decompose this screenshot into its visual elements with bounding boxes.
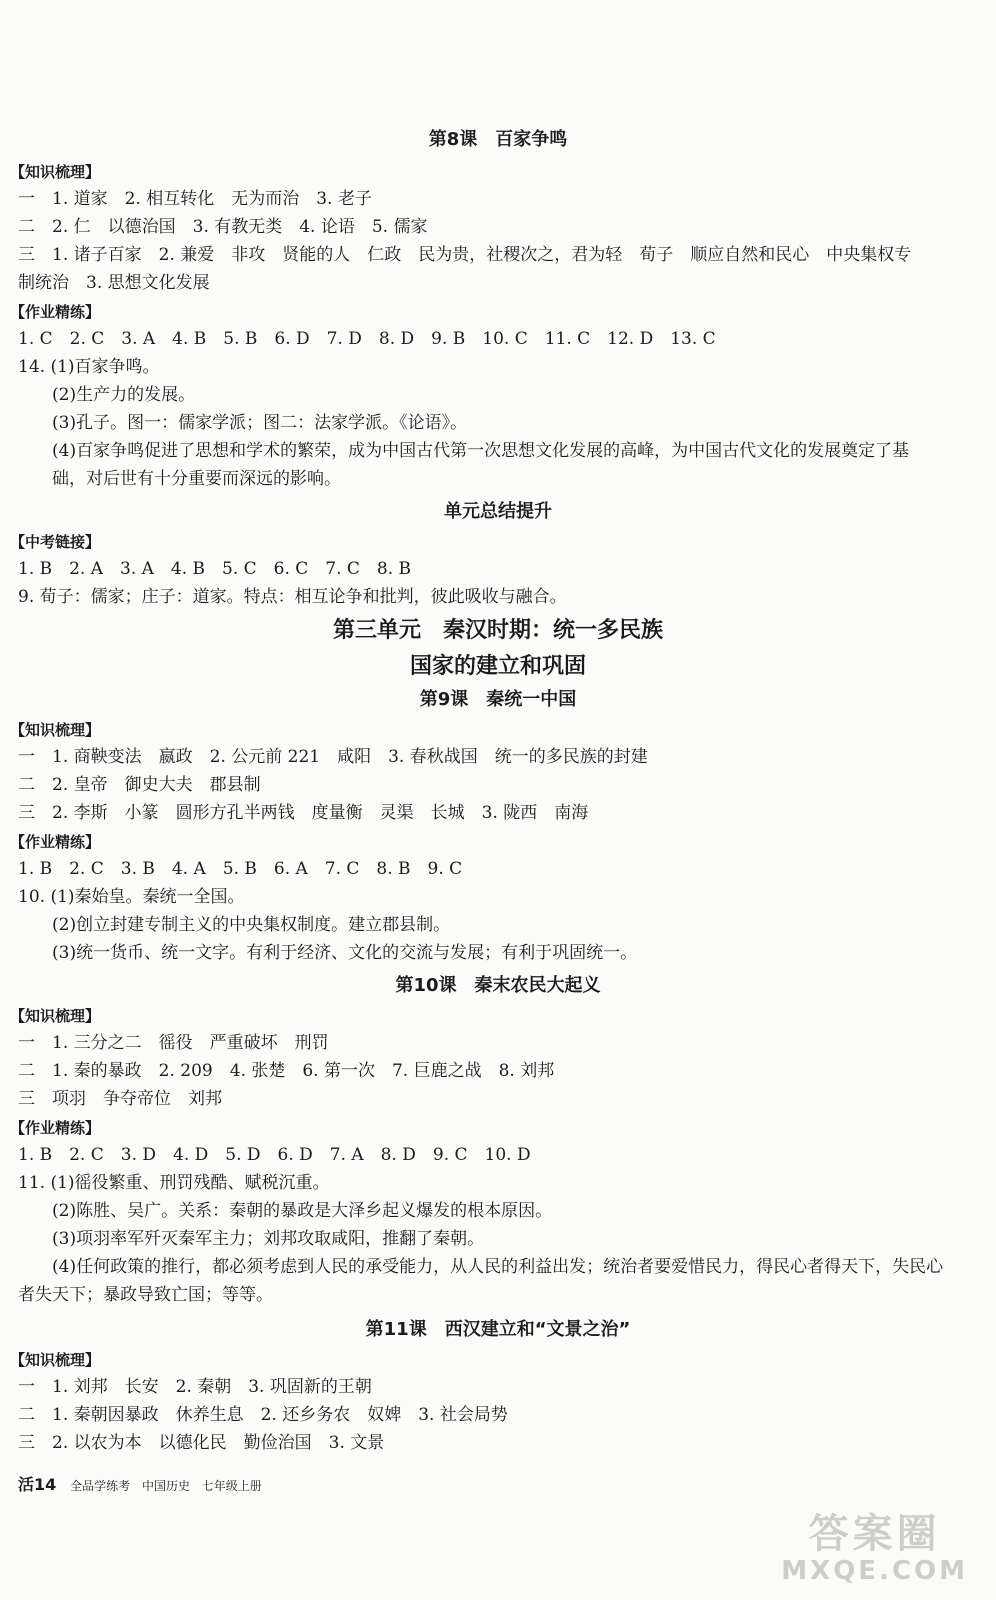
summary-answers-2: 9. 荀子：儒家；庄子：道家。特点：相互论争和批判，彼此吸收与融合。 xyxy=(18,587,567,607)
lesson8-title: 第8课 百家争鸣 xyxy=(428,129,568,150)
lesson10-knowledge-3: 三 项羽 争夺帝位 刘邦 xyxy=(18,1089,222,1109)
lesson11-knowledge-1: 一 1. 刘邦 长安 2. 秦朝 3. 巩固新的王朝 xyxy=(18,1377,372,1397)
lesson9-knowledge-2: 二 2. 皇帝 御史大夫 郡县制 xyxy=(18,775,261,795)
lesson8-answers-5b: 础，对后世有十分重要而深远的影响。 xyxy=(52,469,341,489)
summary-title: 单元总结提升 xyxy=(444,501,552,522)
lesson9-knowledge-tag: 【知识梳理】 xyxy=(10,721,101,739)
lesson11-knowledge-tag: 【知识梳理】 xyxy=(10,1351,101,1369)
lesson10-answers-1: 1. B 2. C 3. D 4. D 5. D 6. D 7. A 8. D 9. C 10. D xyxy=(18,1145,531,1165)
lesson8-answers-5a: (4)百家争鸣促进了思想和学术的繁荣，成为中国古代第一次思想文化发展的高峰，为中国古代文化的发展奠定了基 xyxy=(52,441,910,461)
lesson8-answers-4: (3)孔子。图一：儒家学派；图二：法家学派。《论语》。 xyxy=(52,413,468,433)
lesson10-knowledge-2: 二 1. 秦的暴政 2. 209 4. 张楚 6. 第一次 7. 巨鹿之战 8. 刘邦 xyxy=(18,1061,555,1081)
lesson10-title: 第10课 秦末农民大起义 xyxy=(395,975,601,996)
lesson8-answers-1: 1. C 2. C 3. A 4. B 5. B 6. D 7. D 8. D 9. B 10. C 11. C 12. D 13. C xyxy=(18,329,716,349)
lesson9-answers-1: 1. B 2. C 3. B 4. A 5. B 6. A 7. C 8. B 9. C xyxy=(18,859,463,879)
lesson10-answers-5b: 者失天下；暴政导致亡国；等等。 xyxy=(18,1285,273,1305)
lesson8-answers-2: 14. (1)百家争鸣。 xyxy=(18,357,160,377)
lesson8-exercise-tag: 【作业精练】 xyxy=(10,303,101,321)
lesson9-answers-4: (3)统一货币、统一文字。有利于经济、文化的交流与发展；有利于巩固统一。 xyxy=(52,943,638,963)
unit3-title-line2: 国家的建立和巩固 xyxy=(409,654,586,679)
grade-name: 七年级上册 xyxy=(201,1479,262,1493)
lesson10-exercise-tag: 【作业精练】 xyxy=(10,1119,101,1137)
lesson9-knowledge-1: 一 1. 商鞅变法 嬴政 2. 公元前 221 咸阳 3. 春秋战国 统一的多民族的封建 xyxy=(18,747,648,767)
lesson9-exercise-tag: 【作业精练】 xyxy=(10,833,101,851)
lesson9-knowledge-3: 三 2. 李斯 小篆 圆形方孔半两钱 度量衡 灵渠 长城 3. 陇西 南海 xyxy=(18,803,589,823)
page-footer xyxy=(18,1476,270,1495)
lesson9-answers-3: (2)创立封建专制主义的中央集权制度。建立郡县制。 xyxy=(52,915,451,935)
page-number: 活14 xyxy=(18,1475,57,1494)
lesson8-knowledge-3b: 制统治 3. 思想文化发展 xyxy=(18,273,210,293)
lesson10-answers-4: (3)项羽率军歼灭秦军主力；刘邦攻取咸阳，推翻了秦朝。 xyxy=(52,1229,485,1249)
lesson8-knowledge-1: 一 1. 道家 2. 相互转化 无为而治 3. 老子 xyxy=(18,189,372,209)
summary-exam-tag: 【中考链接】 xyxy=(10,533,101,551)
lesson10-knowledge-tag: 【知识梳理】 xyxy=(10,1007,101,1025)
lesson8-answers-3: (2)生产力的发展。 xyxy=(52,385,196,405)
lesson10-answers-2: 11. (1)徭役繁重、刑罚残酷、赋税沉重。 xyxy=(18,1173,330,1193)
lesson10-answers-3: (2)陈胜、吴广。关系：秦朝的暴政是大泽乡起义爆发的根本原因。 xyxy=(52,1201,553,1221)
watermark-logo xyxy=(781,1512,968,1586)
unit3-title-line1: 第三单元 秦汉时期：统一多民族 xyxy=(332,618,663,643)
book-name: 全品学练考 xyxy=(70,1479,131,1493)
lesson9-answers-2: 10. (1)秦始皇。秦统一全国。 xyxy=(18,887,245,907)
lesson8-knowledge-3a: 三 1. 诸子百家 2. 兼爱 非攻 贤能的人 仁政 民为贵，社稷次之，君为轻 荀子 顺应自然和民心 中央集权专 xyxy=(18,245,912,265)
lesson8-knowledge-tag: 【知识梳理】 xyxy=(10,163,101,181)
lesson9-title: 第9课 秦统一中国 xyxy=(419,689,577,710)
lesson11-knowledge-3: 三 2. 以农为本 以德化民 勤俭治国 3. 文景 xyxy=(18,1433,385,1453)
summary-answers-1: 1. B 2. A 3. A 4. B 5. C 6. C 7. C 8. B xyxy=(18,559,412,579)
lesson10-knowledge-1: 一 1. 三分之二 徭役 严重破坏 刑罚 xyxy=(18,1033,329,1053)
watermark-en: MXQE.COM xyxy=(781,1556,968,1586)
lesson10-answers-5a: (4)任何政策的推行，都必须考虑到人民的承受能力，从人民的利益出发；统治者要爱惜民力，得民心者得天下，失民心 xyxy=(52,1257,944,1277)
lesson8-knowledge-2: 二 2. 仁 以德治国 3. 有教无类 4. 论语 5. 儒家 xyxy=(18,217,428,237)
subject-name: 中国历史 xyxy=(141,1479,190,1493)
watermark-cn: 答案圈 xyxy=(808,1511,941,1557)
lesson11-title: 第11课 西汉建立和“文景之治” xyxy=(365,1319,631,1340)
lesson11-knowledge-2: 二 1. 秦朝因暴政 休养生息 2. 还乡务农 奴婢 3. 社会局势 xyxy=(18,1405,508,1425)
